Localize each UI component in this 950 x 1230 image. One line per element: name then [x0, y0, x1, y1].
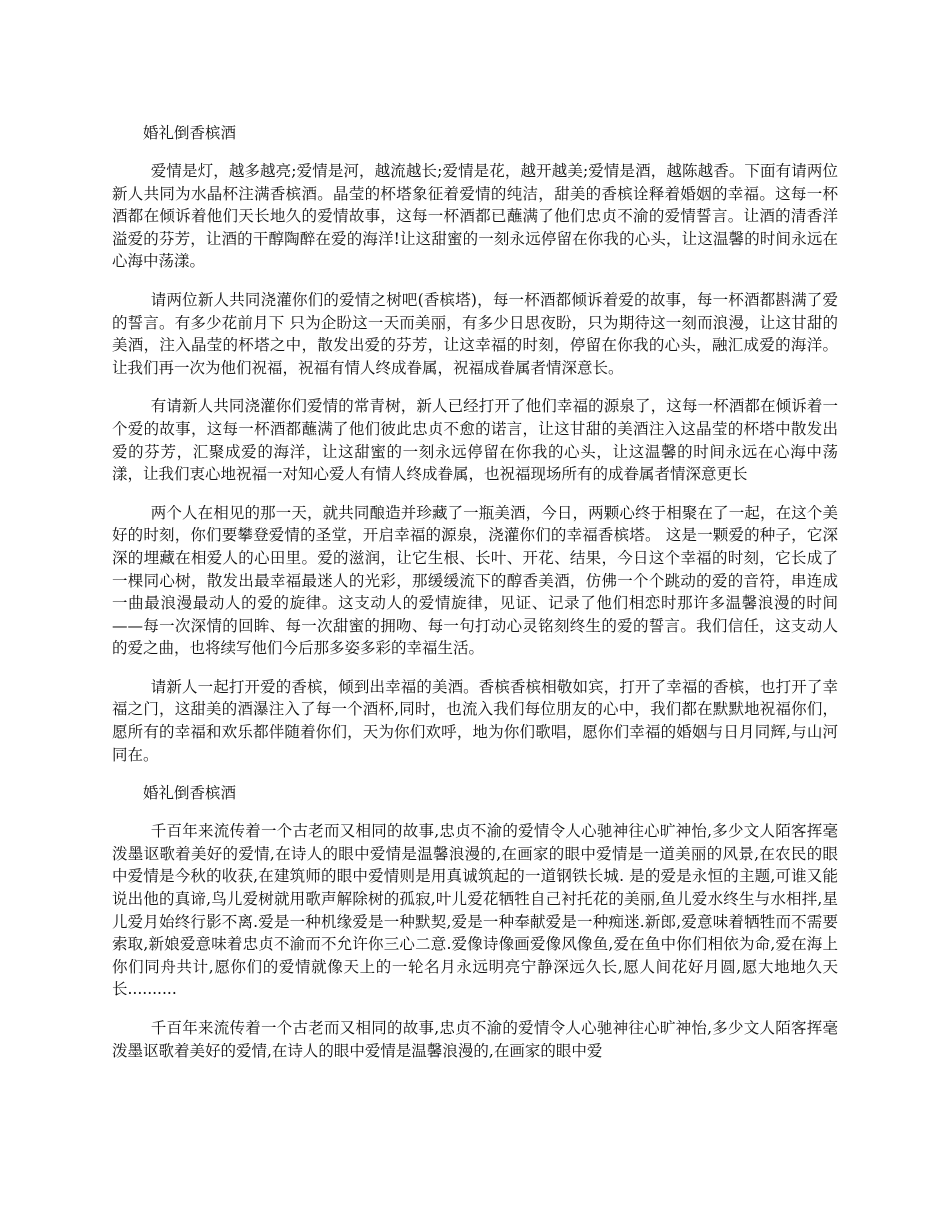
document-body — [112, 122, 838, 1078]
paragraph: 两个人在相见的那一天，就共同酿造并珍藏了一瓶美酒，今日，两颗心终于相聚在了一起，在这个美好的时刻，你们要攀登爱情的圣堂，开启幸福的源泉，浇灌你们的幸福香槟塔。 这是一颗爱的种子，它深深的埋藏在相爱人的心田里。爱的滋润，让它生根、长叶、开花、结果，今日这个幸福的时刻，它长成了一棵同心树，散发出最幸福最迷人的光彩，那缓缓流下的醇香美酒，仿佛一个个跳动的爱的音符，串连成一曲最浪漫最动人的爱的旋律。这支动人的爱情旋律，见证、记录了他们相恋时那许多温馨浪漫的时间——每一次深情的回眸、每一次甜蜜的拥吻、每一句打动心灵铭刻终生的爱的誓言。我们信任，这支动人的爱之曲，也将续写他们今后那多姿多彩的幸福生活。 — [112, 503, 838, 658]
paragraph: 千百年来流传着一个古老而又相同的故事,忠贞不渝的爱情令人心驰神往心旷神怡,多少文人陌客挥毫泼墨讴歌着美好的爱情,在诗人的眼中爱情是温馨浪漫的,在画家的眼中爱 — [112, 1019, 838, 1060]
paragraph: 爱情是灯，越多越亮;爱情是河，越流越长;爱情是花，越开越美;爱情是酒，越陈越香。下面有请两位新人共同为水晶杯注满香槟酒。晶莹的杯塔象征着爱情的纯洁，甜美的香槟诠释着婚姻的幸福。这每一杯酒都在倾诉着他们天长地久的爱情故事，这每一杯酒都已蘸满了他们忠贞不渝的爱情誓言。让酒的清香洋溢爱的芬芳，让酒的干醇陶醉在爱的海洋!让这甜蜜的一刻永远停留在你我的心头，让这温馨的时间永远在心海中荡漾。 — [112, 162, 838, 271]
paragraph: 千百年来流传着一个古老而又相同的故事,忠贞不渝的爱情令人心驰神往心旷神怡,多少文人陌客挥毫泼墨讴歌着美好的爱情,在诗人的眼中爱情是温馨浪漫的,在画家的眼中爱情是一道美丽的风景,在农民的眼中爱情是今秋的收获,在建筑师的眼中爱情则是用真诚筑起的一道钢铁长城. 是的爱是永恒的主题,可谁又能说出他的真谛,鸟儿爱树就用歌声解除树的孤寂,叶儿爱花牺牲自己衬托花的美丽,鱼儿爱水终生与水相拌,星儿爱月始终行影不离.爱是一种机缘爱是一种默契,爱是一种奉献爱是一种痴迷.新郎,爱意味着牺牲而不需要索取,新娘爱意味着忠贞不渝而不允许你三心二意.爱像诗像画爱像风像鱼,爱在鱼中你们相依为命,爱在海上你们同舟共计,愿你们的爱情就像天上的一轮名月永远明亮宁静深远久长,愿人间花好月圆,愿大地地久天长.......... — [112, 822, 838, 999]
paragraph: 有请新人共同浇灌你们爱情的常青树，新人已经打开了他们幸福的源泉了，这每一杯酒都在倾诉着一个爱的故事，这每一杯酒都蘸满了他们彼此忠贞不愈的诺言，让这甘甜的美酒注入这晶莹的杯塔中散发出爱的芬芳，汇聚成爱的海洋，让这甜蜜的一刻永远停留在你我的心头，让这温馨的时间永远在心海中荡漾，让我们衷心地祝福一对知心爱人有情人终成眷属，也祝福现场所有的成眷属者情深意更长 — [112, 397, 838, 484]
paragraph: 请两位新人共同浇灌你们的爱情之树吧(香槟塔)，每一杯酒都倾诉着爱的故事，每一杯酒都斟满了爱的誓言。有多少花前月下 只为企盼这一天而美丽，有多少日思夜盼，只为期待这一刻而浪漫，让这甘甜的美酒，注入晶莹的杯塔之中，散发出爱的芬芳，让这幸福的时刻，停留在你我的心头，融汇成爱的海洋。让我们再一次为他们祝福，祝福有情人终成眷属，祝福成眷属者情深意长。 — [112, 290, 838, 377]
paragraph: 请新人一起打开爱的香槟，倾到出幸福的美酒。香槟香槟相敬如宾，打开了幸福的香槟，也打开了幸福之门，这甜美的酒瀑注入了每一个酒杯,同时，也流入我们每位朋友的心中，我们都在默默地祝福你们，愿所有的幸福和欢乐都伴随着你们，天为你们欢呼，地为你们歌唱，愿你们幸福的婚姻与日月同辉,与山河同在。 — [112, 677, 838, 764]
section-title: 婚礼倒香槟酒 — [143, 784, 237, 803]
section-title: 婚礼倒香槟酒 — [143, 124, 237, 142]
